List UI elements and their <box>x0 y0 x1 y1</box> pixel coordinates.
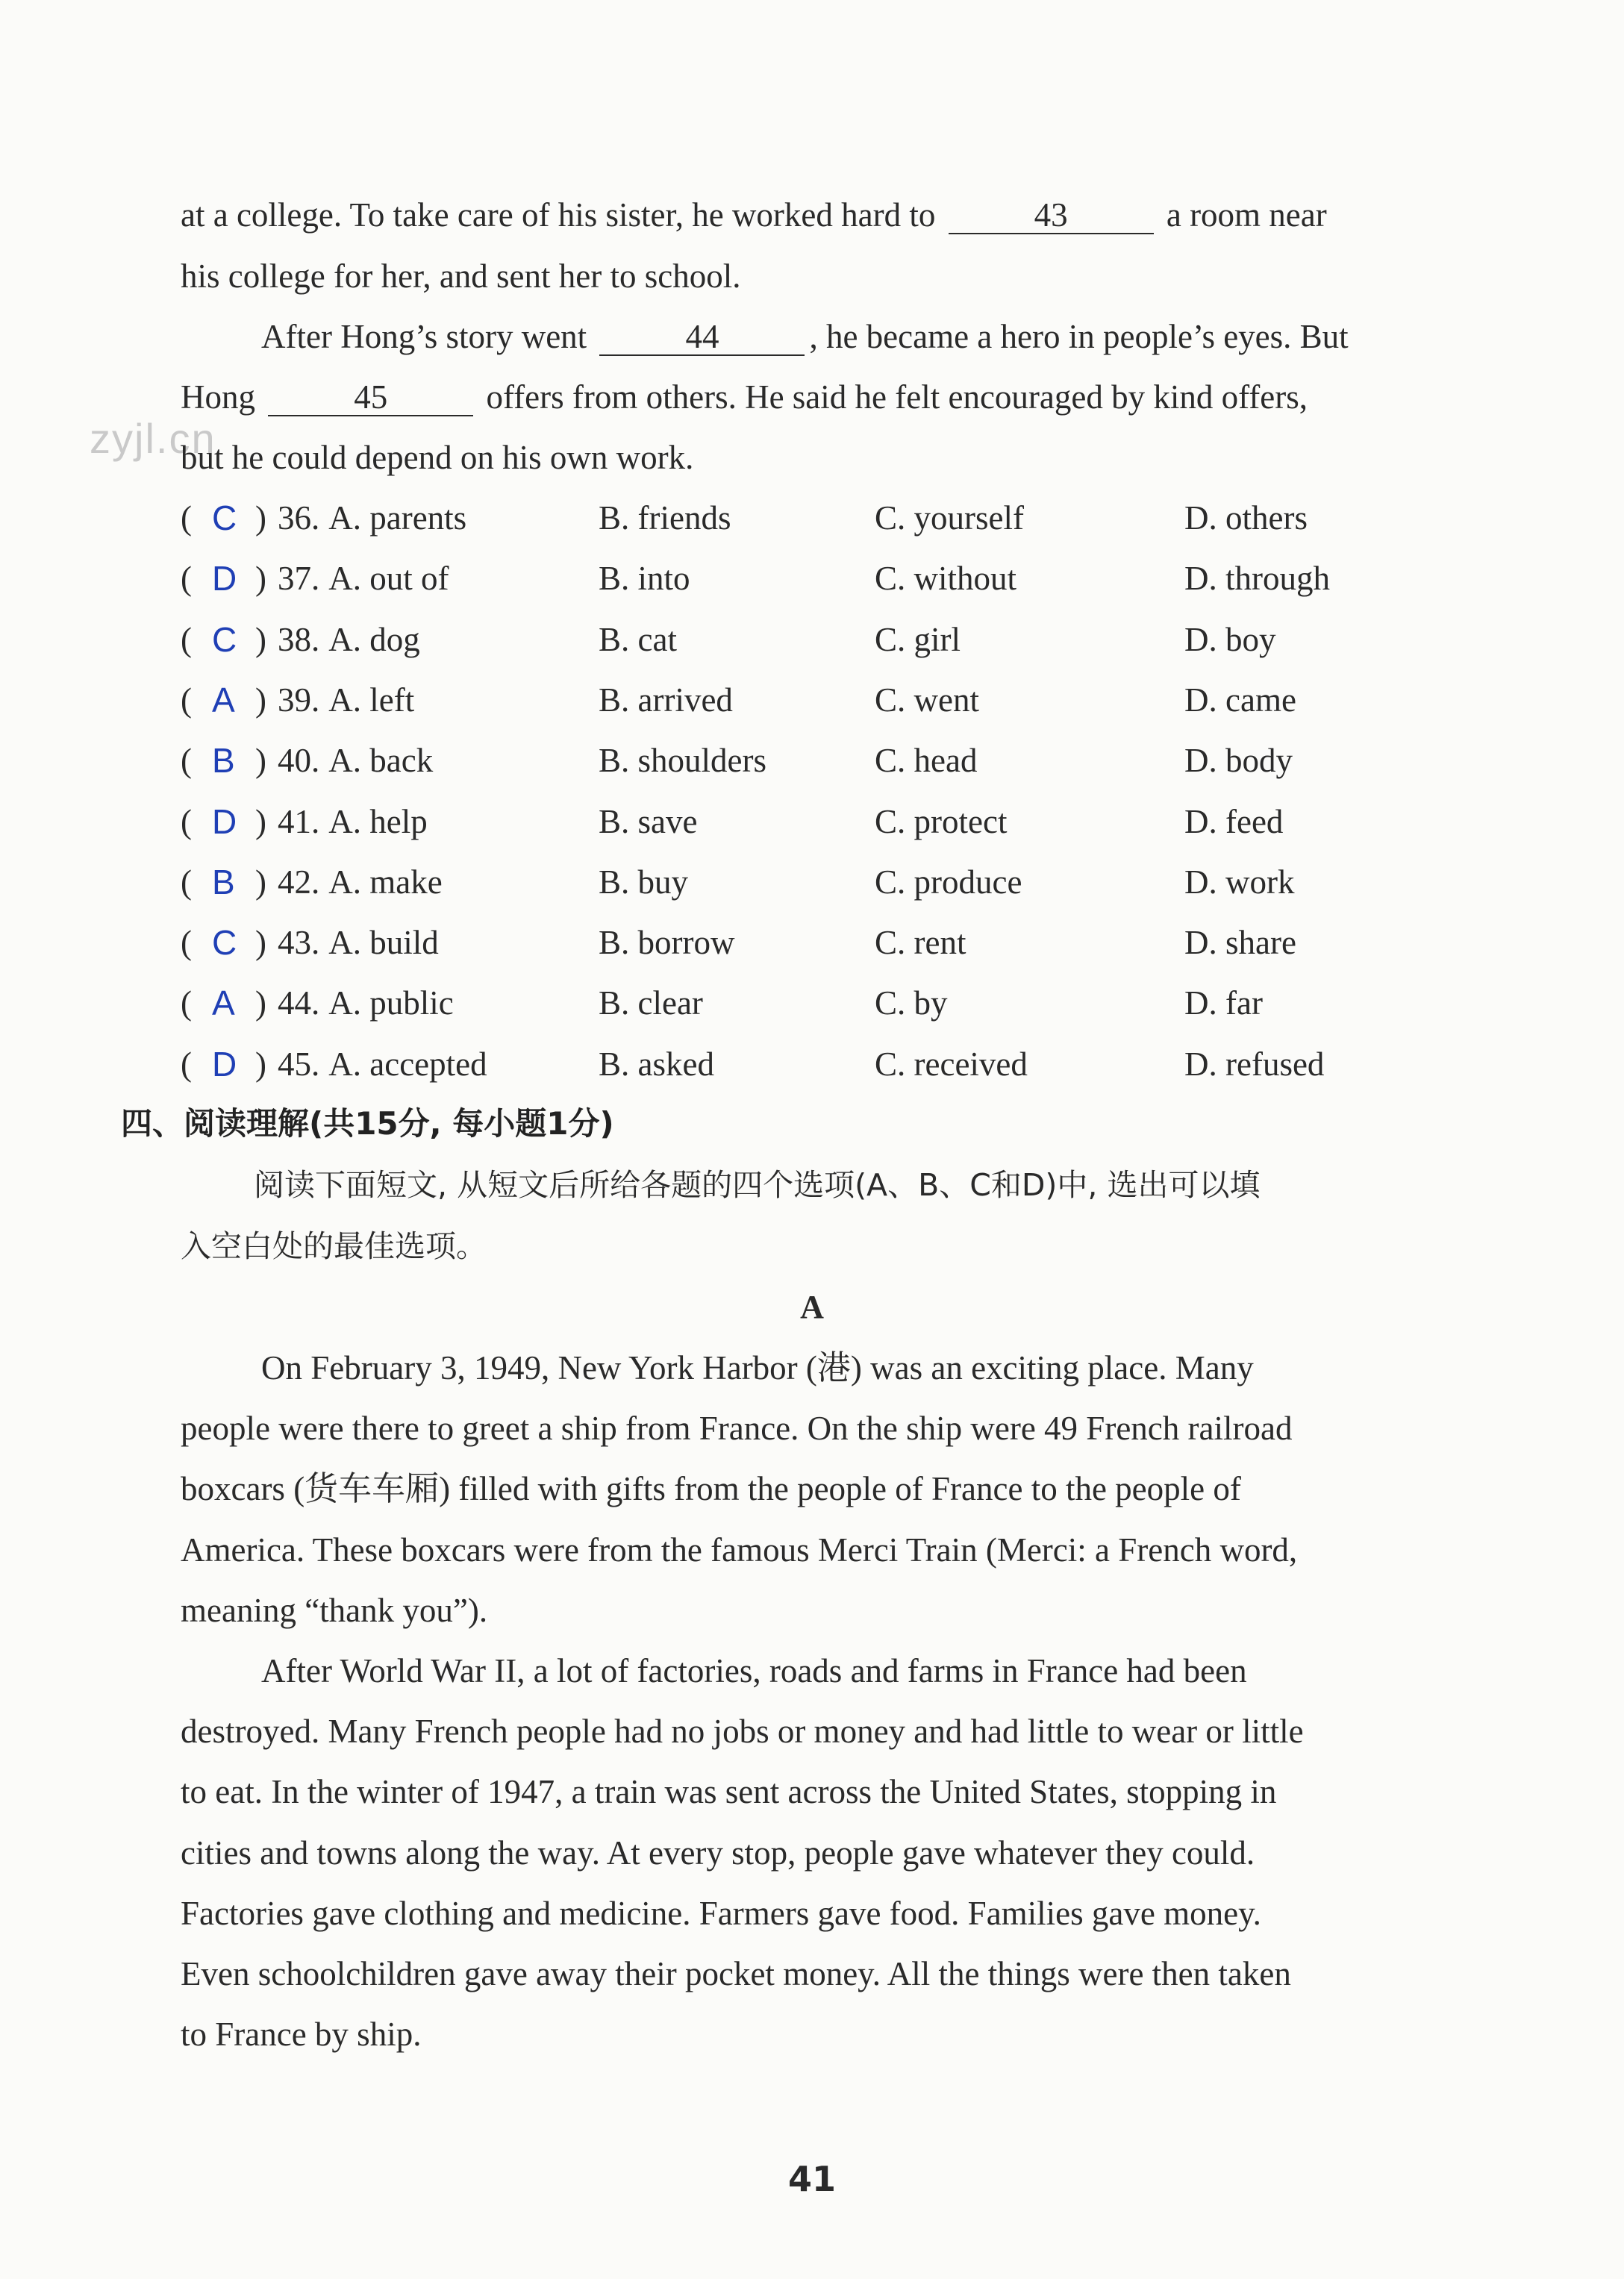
answer-mark: D <box>212 1045 237 1084</box>
paren-open: ( <box>181 621 192 658</box>
option-d: D. body <box>1184 742 1293 779</box>
instruction-line-1: 阅读下面短文, 从短文后所给各题的四个选项(A、B、C和D)中, 选出可以填 <box>254 1167 1261 1203</box>
option-a <box>278 860 443 904</box>
option-a-text: A. parents <box>328 499 467 537</box>
question-row <box>181 981 1449 1025</box>
passage-a-line: cities and towns along the way. At every stop, people gave whatever they could. <box>181 1834 1255 1872</box>
option-d: D. refused <box>1184 1045 1325 1083</box>
paren-close: ) <box>255 984 266 1022</box>
passage-a-line: to eat. In the winter of 1947, a train was sent across the United States, stopping in <box>181 1773 1277 1810</box>
option-a-text: A. left <box>328 681 415 719</box>
paren-close: ) <box>255 924 266 961</box>
watermark: zyjl.cn <box>90 415 216 462</box>
option-a <box>278 920 439 965</box>
passage-a-line: people were there to greet a ship from France. On the ship were 49 French railroad <box>181 1410 1293 1447</box>
passage-a-line: meaning “thank you”). <box>181 1592 488 1629</box>
paren-close: ) <box>255 621 266 658</box>
option-a <box>278 556 449 601</box>
answer-mark: B <box>212 741 235 780</box>
paren-close: ) <box>255 681 266 719</box>
option-a-text: A. out of <box>328 560 449 597</box>
option-a <box>278 981 454 1025</box>
question-number: 39. <box>278 681 320 719</box>
answer-mark: A <box>212 681 235 719</box>
question-row <box>181 860 1449 904</box>
option-a-text: A. public <box>328 984 454 1022</box>
instruction-line-2: 入空白处的最佳选项。 <box>181 1228 487 1264</box>
question-number: 38. <box>278 621 320 658</box>
option-b: B. arrived <box>599 681 733 719</box>
paren-close: ) <box>255 560 266 597</box>
paren-open: ( <box>181 803 192 840</box>
question-row <box>181 1042 1449 1087</box>
question-row <box>181 678 1449 722</box>
passage-heading: A <box>800 1289 824 1325</box>
option-c: C. protect <box>875 803 1008 840</box>
option-b: B. clear <box>599 984 703 1022</box>
answer-mark: B <box>212 863 235 901</box>
question-number: 41. <box>278 803 320 840</box>
answer-mark: C <box>212 620 237 659</box>
option-b: B. buy <box>599 863 689 901</box>
option-b: B. borrow <box>599 924 735 961</box>
option-d: D. feed <box>1184 803 1284 840</box>
question-number: 42. <box>278 863 320 901</box>
passage-line-2: his college for her, and sent her to school. <box>181 257 741 295</box>
paren-open: ( <box>181 863 192 901</box>
option-c: C. rent <box>875 924 966 961</box>
option-b: B. shoulders <box>599 742 766 779</box>
blank-44: 44 <box>599 319 805 356</box>
option-a <box>278 799 428 844</box>
paren-close: ) <box>255 803 266 840</box>
question-row <box>181 920 1449 965</box>
option-d: D. boy <box>1184 621 1276 658</box>
question-number: 44. <box>278 984 320 1022</box>
option-a <box>278 495 466 540</box>
option-d: D. share <box>1184 924 1296 961</box>
paren-open: ( <box>181 499 192 537</box>
option-d: D. through <box>1184 560 1330 597</box>
paren-close: ) <box>255 863 266 901</box>
answer-mark: C <box>212 498 237 537</box>
option-d: D. far <box>1184 984 1263 1022</box>
option-c: C. without <box>875 560 1017 597</box>
passage-a-line: destroyed. Many French people had no jobs or money and had little to wear or little <box>181 1713 1304 1750</box>
option-b: B. cat <box>599 621 677 658</box>
question-row <box>181 799 1449 844</box>
paren-close: ) <box>255 742 266 779</box>
passage-a-line: America. These boxcars were from the famous Merci Train (Merci: a French word, <box>181 1531 1298 1569</box>
option-d: D. came <box>1184 681 1296 719</box>
option-a <box>278 738 433 783</box>
option-c: C. girl <box>875 621 961 658</box>
answer-mark: C <box>212 923 237 962</box>
option-b: B. asked <box>599 1045 714 1083</box>
passage-a-line: On February 3, 1949, New York Harbor (港) was an exciting place. Many <box>261 1349 1254 1387</box>
option-d: D. work <box>1184 863 1295 901</box>
paren-open: ( <box>181 681 192 719</box>
passage-line-3: After Hong’s story went 44 , he became a hero in people’s eyes. But <box>261 318 1349 355</box>
blank-43: 43 <box>949 197 1154 234</box>
paren-close: ) <box>255 1045 266 1083</box>
question-row <box>181 617 1449 662</box>
question-number: 36. <box>278 499 320 537</box>
option-c: C. by <box>875 984 948 1022</box>
option-a-text: A. dog <box>328 621 420 658</box>
option-c: C. head <box>875 742 978 779</box>
blank-45: 45 <box>268 379 473 416</box>
option-a <box>278 1042 487 1087</box>
question-number: 40. <box>278 742 320 779</box>
option-c: C. yourself <box>875 499 1024 537</box>
option-a-text: A. build <box>328 924 439 961</box>
question-row <box>181 738 1449 783</box>
option-c: C. went <box>875 681 979 719</box>
option-c: C. received <box>875 1045 1028 1083</box>
question-number: 43. <box>278 924 320 961</box>
option-a-text: A. back <box>328 742 434 779</box>
question-number: 45. <box>278 1045 320 1083</box>
passage-line-4: Hong 45 offers from others. He said he felt encouraged by kind offers, <box>181 378 1308 416</box>
passage-line-1: at a college. To take care of his sister, he worked hard to 43 a room near <box>181 196 1327 234</box>
passage-a-line: Even schoolchildren gave away their pocket money. All the things were then taken <box>181 1955 1291 1992</box>
question-number: 37. <box>278 560 320 597</box>
passage-a-line: After World War II, a lot of factories, roads and farms in France had been <box>261 1652 1247 1689</box>
question-row <box>181 556 1449 601</box>
passage-a-line: to France by ship. <box>181 2016 422 2053</box>
paren-open: ( <box>181 742 192 779</box>
option-a <box>278 617 420 662</box>
paren-open: ( <box>181 560 192 597</box>
option-a-text: A. help <box>328 803 428 840</box>
option-a-text: A. make <box>328 863 443 901</box>
option-d: D. others <box>1184 499 1308 537</box>
option-c: C. produce <box>875 863 1022 901</box>
answer-mark: A <box>212 984 235 1022</box>
passage-a-line: boxcars (货车车厢) filled with gifts from the people of France to the people of <box>181 1470 1241 1507</box>
passage-line-5: but he could depend on his own work. <box>181 439 694 476</box>
option-a <box>278 678 414 722</box>
paren-close: ) <box>255 499 266 537</box>
paren-open: ( <box>181 924 192 961</box>
option-b: B. save <box>599 803 698 840</box>
page-number: 41 <box>787 2159 836 2199</box>
answer-mark: D <box>212 559 237 598</box>
paren-open: ( <box>181 984 192 1022</box>
question-row <box>181 495 1449 540</box>
answer-mark: D <box>212 802 237 841</box>
section-title: 四、阅读理解(共15分, 每小题1分) <box>121 1105 614 1142</box>
passage-a-line: Factories gave clothing and medicine. Farmers gave food. Families gave money. <box>181 1895 1261 1932</box>
option-b: B. into <box>599 560 690 597</box>
option-a-text: A. accepted <box>328 1045 487 1083</box>
option-b: B. friends <box>599 499 731 537</box>
paren-open: ( <box>181 1045 192 1083</box>
